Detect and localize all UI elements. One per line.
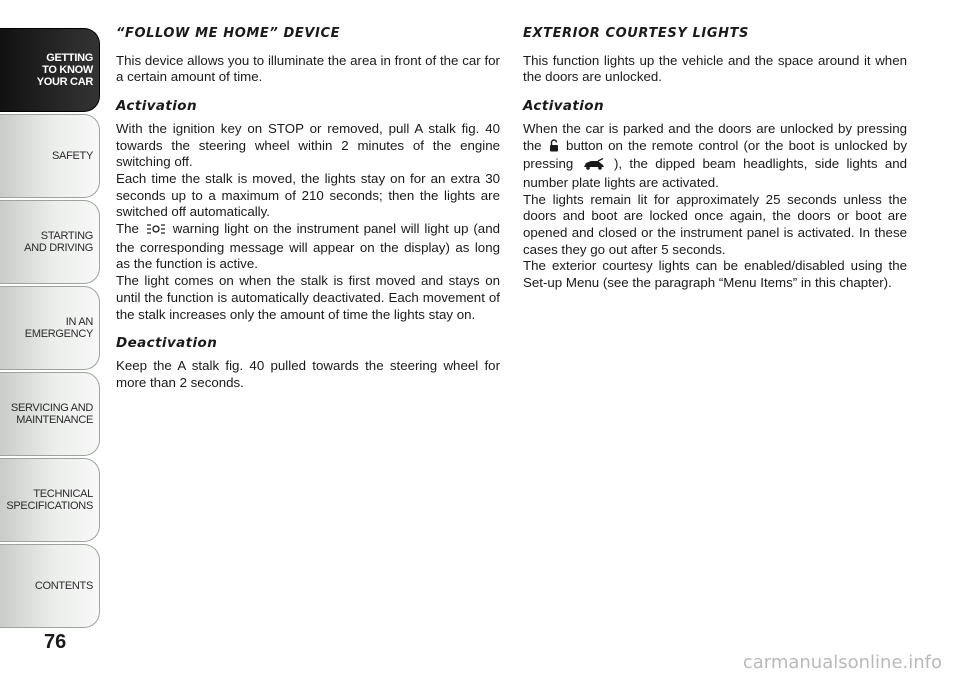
tab-starting-and-driving[interactable]: STARTING AND DRIVING: [0, 200, 100, 284]
activation-paragraph: [523, 121, 907, 192]
intro-paragraph: This function lights up the vehicle and the space around it when the doors are unlocked.: [523, 52, 907, 85]
text-fragment: The: [116, 221, 139, 237]
boot-icon: [583, 158, 605, 175]
tab-technical-specifications[interactable]: TECHNICAL SPECIFICATIONS: [0, 458, 100, 542]
exterior-courtesy-lights-section: [523, 26, 907, 292]
section-heading: EXTERIOR COURTESY LIGHTS: [523, 26, 750, 41]
activation-paragraph: The lights remain lit for approximately 25 seconds unless the doors and boot are locked once again, the doors or boot are opened and closed or the instrument panel is activated. In these cases they go out after 5 seconds.: [523, 191, 907, 257]
activation-heading: Activation: [116, 98, 197, 115]
activation-paragraph: Each time the stalk is moved, the lights stay on for an extra 30 seconds up to a maximum of 210 seconds; then the lights are switched off automatically.: [116, 170, 500, 220]
activation-paragraph: With the ignition key on STOP or removed, pull A stalk fig. 40 towards the steering wheel within 2 minutes of the engine switching off.: [116, 120, 500, 170]
text-fragment: When the car is parked and the doors are unlocked by pressing the: [523, 120, 907, 153]
tab-contents[interactable]: CONTENTS: [0, 544, 100, 628]
follow-me-home-section: [116, 26, 500, 391]
text-fragment: button on the remote control (or the boot is unlocked by pressing: [523, 137, 908, 172]
section-heading: “FOLLOW ME HOME” DEVICE: [116, 26, 341, 41]
deactivation-heading: Deactivation: [116, 335, 218, 352]
unlock-icon: [549, 139, 559, 157]
deactivation-paragraph: Keep the A stalk fig. 40 pulled towards the steering wheel for more than 2 seconds.: [116, 357, 500, 390]
activation-heading: Activation: [523, 98, 604, 115]
tab-servicing-and-maintenance[interactable]: SERVICING AND MAINTENANCE: [0, 372, 100, 456]
tab-in-an-emergency[interactable]: IN AN EMERGENCY: [0, 286, 100, 370]
watermark: carmanualsonline.info: [742, 652, 942, 673]
text-fragment: ), the dipped beam headlights, side lights and number plate lights are activated.: [523, 156, 908, 190]
text-fragment: warning light on the instrument panel will light up (and the corresponding message will appear on the display) as long as the function is active.: [116, 221, 500, 272]
tab-safety[interactable]: SAFETY: [0, 114, 100, 198]
tab-getting-to-know-your-car[interactable]: GETTING TO KNOW YOUR CAR: [0, 28, 100, 112]
activation-paragraph: The exterior courtesy lights can be enabled/disabled using the Set-up Menu (see the paragraph “Menu Items” in this chapter).: [523, 258, 907, 291]
intro-paragraph: This device allows you to illuminate the area in front of the car for a certain amount of time.: [116, 52, 500, 85]
warning-light-paragraph: [116, 221, 500, 273]
headlight-warning-icon: [146, 223, 166, 240]
activation-paragraph: The light comes on when the stalk is first moved and stays on until the function is automatically deactivated. Each movement of the stalk increases only the amount of time the lights stay on.: [116, 273, 500, 322]
page-number: 76: [44, 631, 67, 653]
